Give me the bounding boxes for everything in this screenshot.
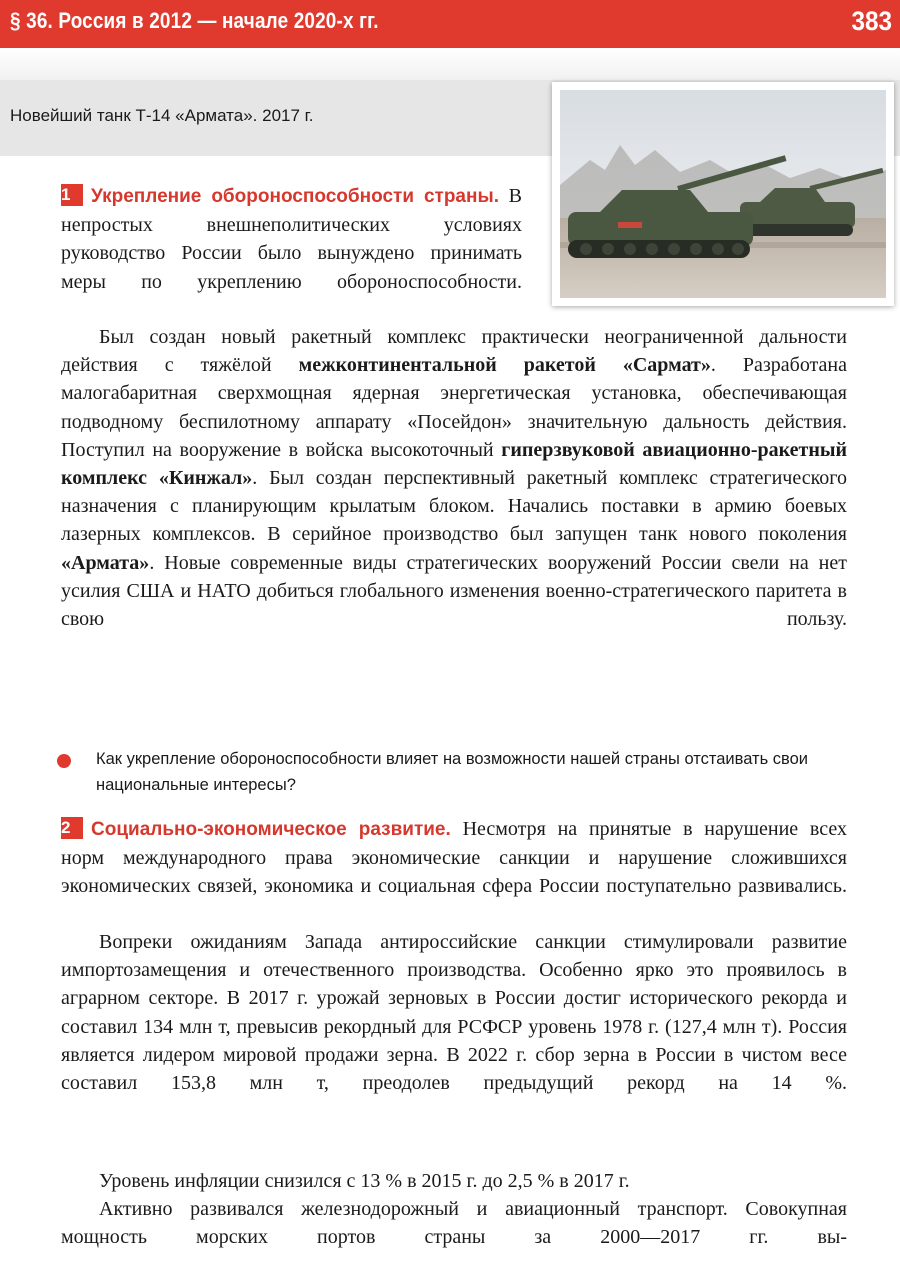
section1-body: [61, 323, 847, 633]
page-header: [0, 0, 900, 48]
text-run: . Разработана малогабаритная сверхмощная ядерная энергетическая установка, обеспечивающая подводному беспилотному аппарату «Посейдон» значительную дальность действия. Поступил на вооружение в войска высокоточный: [61, 354, 848, 461]
section2-para3: [61, 1195, 847, 1251]
section2-intro-text: Несмотря на принятые в нарушение всех норм международного права экономические санкции и нарушение сложившихся экономических связей, экономика и социальная сфера России поступательно развивались.: [61, 818, 847, 898]
text-run: . Новые современные виды стратегических вооружений России свели на нет усилия США и НАТО добиться глобального изменения военно-стратегического паритета в свою пользу.: [61, 551, 847, 631]
page-number: 383: [851, 6, 892, 36]
chapter-title: § 36. Россия в 2012 — начале 2020-х гг.: [10, 8, 379, 33]
text-run: Уровень инфляции снизился с 13 % в 2015 г. до 2,5 % в 2017 г.: [99, 1170, 630, 1192]
text-run: Вопреки ожиданиям Запада антироссийские санкции стимулировали развитие импортозамещения и отечественного производства. Особенно ярко это проявилось в аграрном секторе. В 2017 г. урожай зерновых в России достиг исторического рекорда и составил 134 млн т, превысив рекордный для РСФСР уровень 1978 г. (127,4 млн т). Россия является лидером мировой продажи зерна. В 2022 г. сбор зерна в России в чистом весе составил 153,8 млн т, преодолев предыдущий рекорд на 14 %.: [61, 931, 847, 1095]
section1-intro: [61, 182, 522, 296]
figure-caption: Новейший танк Т-14 «Армата». 2017 г.: [10, 106, 314, 125]
bold-term: «Армата»: [61, 551, 150, 574]
tank-photo: [560, 90, 886, 298]
section2-intro: [61, 815, 847, 901]
section-number: 1: [61, 184, 83, 206]
bold-term: гиперзвуковой авиационно-ракетный комплекс «Кинжал»: [61, 438, 847, 490]
text-run: Был создан новый ракетный комплекс практически неограниченной дальности действия с тяжёлой: [61, 326, 847, 377]
bold-term: межконтинентальной ракетой «Сармат»: [298, 354, 711, 377]
section-title: Социально-экономическое развитие.: [91, 819, 451, 840]
figure-frame: [552, 82, 894, 306]
section2-para2: [61, 1167, 847, 1195]
section-number: 2: [61, 817, 83, 839]
question-text: Как укрепление обороноспособности влияет на возможности нашей страны отстаивать свои национальные интересы?: [96, 750, 808, 794]
section-title: Укрепление обороноспособности страны.: [91, 186, 499, 207]
text-run: Активно развивался железнодорожный и авиационный транспорт. Совокупная мощность морских портов страны за 2000—2017 гг. вы-: [61, 1198, 847, 1249]
section2-para1: [61, 928, 847, 1097]
question-bullet: [57, 754, 71, 768]
text-run: . Был создан перспективный ракетный комплекс стратегического назначения с планирующим крылатым блоком. Начались поставки в армию боевых лазерных комплексов. В серийное производство был запущен танк нового поколения: [61, 467, 847, 546]
section1-intro-text: В непростых внешнеполитических условиях руководство России было вынуждено принимать меры по укреплению обороноспособности.: [61, 185, 522, 293]
header-shade: [0, 48, 900, 80]
